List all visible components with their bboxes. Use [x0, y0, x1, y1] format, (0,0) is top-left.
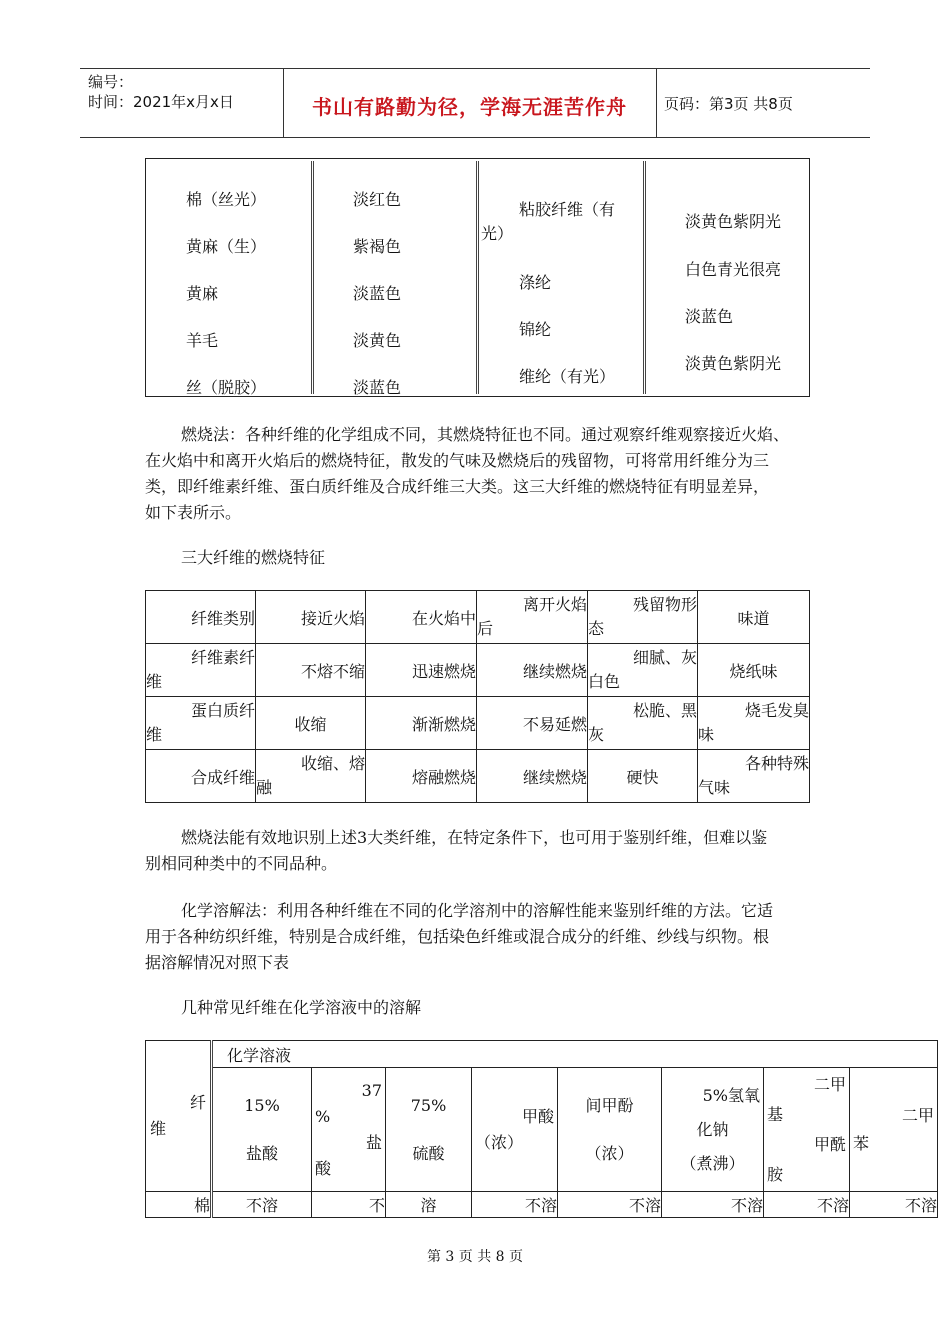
page-label: 页码：第3页 共8页 [664, 95, 793, 113]
fiber-name: 棉（丝光） [186, 190, 267, 209]
table-cell [588, 697, 698, 750]
fiber-name: 黄麻 [186, 284, 219, 303]
burning-table [145, 590, 810, 803]
solvent-header [472, 1068, 558, 1192]
table-cell: 渐渐燃烧 [366, 697, 477, 750]
cell-part: 松脆、黑 [632, 701, 697, 720]
table-row [146, 644, 810, 697]
table-row [146, 697, 810, 750]
table-header: 纤维类别 [146, 591, 256, 644]
table-cell [146, 697, 256, 750]
fiber-name: 黄麻（生） [186, 237, 267, 256]
header-part: （浓） [585, 1143, 634, 1163]
fiber-name: 维纶（有光） [519, 367, 616, 386]
text-line: 用于各种纺织纤维，特别是合成纤维，包括染色纤维或混合成分的纤维、纱线与织物。根 [145, 927, 770, 946]
cell-part: 灰 [588, 725, 605, 744]
table-cell [256, 750, 366, 803]
header-part: 离开火焰 [522, 595, 587, 614]
table-header-row [146, 591, 810, 644]
header-part: 基 [767, 1104, 784, 1124]
table-cell: 烧纸味 [698, 644, 810, 697]
header-part: 间甲酚 [585, 1095, 634, 1115]
table-header [588, 591, 698, 644]
table-cell: 继续燃烧 [477, 750, 588, 803]
header-part: 15% [244, 1095, 280, 1115]
fiber-color-table [145, 158, 810, 397]
cell-part: 维 [146, 725, 163, 744]
column-divider [476, 161, 479, 394]
solvent-header [312, 1068, 386, 1192]
table-cell: 硬快 [588, 750, 698, 803]
header-part: 胺 [767, 1164, 784, 1184]
header-part: 硫酸 [412, 1143, 445, 1163]
cell-part: 融 [256, 778, 273, 797]
cell-part: 纤维素纤 [190, 648, 255, 667]
fiber-color: 淡黄色 [353, 331, 402, 350]
header-part: 37 [361, 1080, 382, 1100]
header-part: 5%氢氧 [702, 1085, 760, 1105]
motto: 书山有路勤为径，学海无涯苦作舟 [312, 95, 627, 119]
fiber-color: 淡红色 [353, 190, 402, 209]
header-meta-cell [80, 69, 284, 137]
header-part: 纤 [189, 1093, 206, 1112]
table-cell: 不溶 [558, 1192, 662, 1218]
header-part: 态 [588, 619, 605, 638]
table-cell [146, 644, 256, 697]
cell-part: 白色 [588, 672, 621, 691]
text-line: 据溶解情况对照下表 [145, 953, 290, 972]
header-page-cell [656, 69, 870, 137]
header-part: 化钠 [696, 1119, 729, 1139]
cell-part: 蛋白质纤 [190, 701, 255, 720]
table-header-row [146, 1041, 938, 1068]
table-cell: 熔融燃烧 [366, 750, 477, 803]
fiber-name: 羊毛 [186, 331, 219, 350]
table-cell: 合成纤维 [146, 750, 256, 803]
header-part: 后 [477, 619, 494, 638]
cell-part: 各种特殊 [744, 754, 809, 773]
solvent-header [558, 1068, 662, 1192]
chemical-table-title: 几种常见纤维在化学溶液中的溶解 [181, 998, 422, 1017]
table-cell [698, 697, 810, 750]
cell-part: 维 [146, 672, 163, 691]
table-header: 接近火焰 [256, 591, 366, 644]
text-line: 燃烧法能有效地识别上述3大类纤维，在特定条件下，也可用于鉴别纤维，但难以鉴 [181, 828, 768, 847]
header-part: % [315, 1106, 331, 1126]
table-cell: 不溶 [472, 1192, 558, 1218]
header-part: 盐酸 [245, 1143, 278, 1163]
header-part: 75% [410, 1095, 447, 1115]
cell-part: 烧毛发臭 [744, 701, 809, 720]
table-cell: 不溶 [764, 1192, 850, 1218]
text-line: 燃烧法：各种纤维的化学组成不同，其燃烧特征也不同。通过观察纤维观察接近火焰、 [181, 425, 790, 444]
solvent-header [386, 1068, 472, 1192]
fiber-color: 淡蓝色 [685, 307, 734, 326]
page-header [80, 68, 870, 138]
table-cell: 棉 [146, 1192, 212, 1218]
cell-part: 气味 [698, 778, 731, 797]
header-part: 残留物形 [632, 595, 697, 614]
burning-summary [145, 825, 825, 877]
header-part: （煮沸） [680, 1153, 745, 1173]
cell-part: 味 [698, 725, 715, 744]
table-cell: 不溶 [212, 1192, 312, 1218]
solvent-group-header: 化学溶液 [212, 1041, 938, 1068]
table-cell: 迅速燃烧 [366, 644, 477, 697]
table-cell: 继续燃烧 [477, 644, 588, 697]
solvent-header [850, 1068, 938, 1192]
text-line: 类，即纤维素纤维、蛋白质纤维及合成纤维三大类。这三大纤维的燃烧特征有明显差异， [145, 477, 770, 496]
text-line: 如下表所示。 [145, 503, 242, 522]
header-motto-cell [283, 69, 657, 137]
fiber-name: 粘胶纤维（有 [519, 200, 616, 219]
header-part: 苯 [853, 1133, 870, 1153]
fiber-color: 淡蓝色 [353, 378, 402, 397]
table-cell: 溶 [386, 1192, 472, 1218]
table-row [146, 750, 810, 803]
header-part: 二甲 [902, 1105, 935, 1125]
cell-part: 细腻、灰 [632, 648, 697, 667]
table-cell: 不易延燃 [477, 697, 588, 750]
table-cell: 不 [312, 1192, 386, 1218]
fiber-color: 淡蓝色 [353, 284, 402, 303]
fiber-name: 锦纶 [519, 320, 552, 339]
header-part: 甲酸 [521, 1106, 554, 1126]
table-cell [698, 750, 810, 803]
burning-intro [145, 422, 825, 526]
solvent-header [212, 1068, 312, 1192]
text-line: 在火焰中和离开火焰后的燃烧特征，散发的气味及燃烧后的残留物，可将常用纤维分为三 [145, 451, 770, 470]
header-part: 酸 [315, 1158, 332, 1178]
text-line: 别相同种类中的不同品种。 [145, 854, 338, 873]
table-cell: 不溶 [850, 1192, 938, 1218]
fiber-color: 白色青光很亮 [685, 260, 782, 279]
table-cell: 收缩 [256, 697, 366, 750]
table-row [146, 1192, 938, 1218]
text-line: 化学溶解法：利用各种纤维在不同的化学溶剂中的溶解性能来鉴别纤维的方法。它适 [181, 901, 774, 920]
table-cell: 不溶 [662, 1192, 764, 1218]
header-part: 盐 [365, 1132, 382, 1152]
fiber-color: 紫褐色 [353, 237, 402, 256]
table-header [477, 591, 588, 644]
header-part: （浓） [475, 1132, 524, 1152]
fiber-name: 光） [481, 224, 514, 243]
fiber-name: 涤纶 [519, 273, 552, 292]
header-part: 二甲 [813, 1074, 846, 1094]
number-label: 编号： [88, 73, 134, 91]
fiber-name: 丝（脱胶） [186, 378, 267, 397]
table-cell: 不熔不缩 [256, 644, 366, 697]
table-cell [588, 644, 698, 697]
column-divider [311, 161, 314, 394]
burning-table-title: 三大纤维的燃烧特征 [181, 548, 326, 567]
cell-part: 收缩、熔 [300, 754, 365, 773]
table-header: 味道 [698, 591, 810, 644]
table-header: 在火焰中 [366, 591, 477, 644]
table-header-row [146, 1068, 938, 1192]
fiber-header [146, 1041, 212, 1192]
column-divider [643, 161, 646, 394]
solvent-header [662, 1068, 764, 1192]
header-part: 维 [150, 1119, 167, 1138]
page-footer: 第 3 页 共 8 页 [426, 1249, 524, 1265]
solubility-table [145, 1040, 938, 1218]
time-label: 时间：2021年x月x日 [88, 93, 234, 111]
chemical-intro [145, 898, 825, 976]
fiber-color: 淡黄色紫阴光 [685, 354, 782, 373]
solvent-header [764, 1068, 850, 1192]
header-part: 甲酰 [813, 1134, 846, 1154]
fiber-color: 淡黄色紫阴光 [685, 212, 782, 231]
